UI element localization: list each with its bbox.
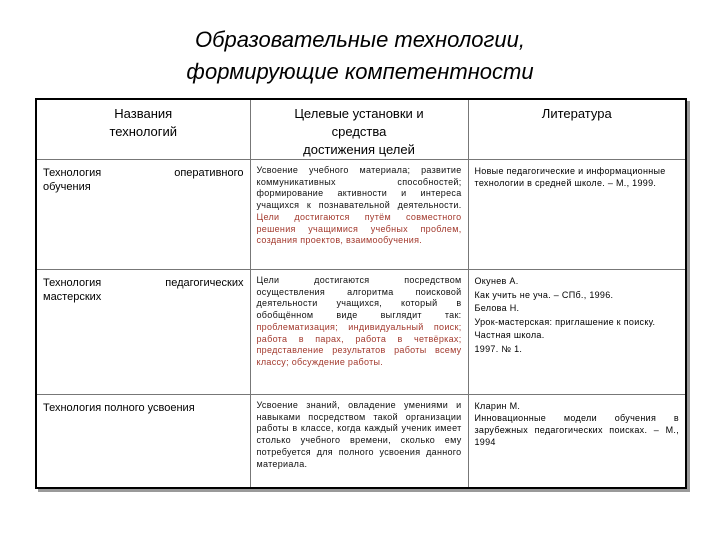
title-line-2: формирующие компетентности bbox=[186, 59, 534, 84]
technology-name-cell bbox=[36, 395, 250, 489]
header-goals-line-2: средства bbox=[331, 124, 387, 139]
goals-cell bbox=[250, 395, 468, 489]
literature-line: 1997. № 1. bbox=[474, 343, 523, 354]
table-header-row bbox=[36, 99, 686, 160]
technology-name-part: оперативного bbox=[174, 167, 244, 179]
technology-name-part: Технология bbox=[43, 277, 102, 289]
technology-name-cell bbox=[36, 270, 250, 395]
literature-line: Белова Н. bbox=[474, 303, 520, 314]
literature-text: Новые педагогические и информационные технологии в средней школе. – М., 1999. bbox=[474, 166, 666, 188]
goals-cell bbox=[250, 160, 468, 270]
table-row bbox=[36, 160, 686, 270]
header-names-line-1: Названия bbox=[114, 106, 173, 121]
goals-cell bbox=[250, 270, 468, 395]
technology-name-part: Технология bbox=[43, 167, 102, 179]
literature-cell bbox=[468, 270, 686, 395]
technology-name-part: мастерских bbox=[43, 291, 102, 303]
technologies-table bbox=[35, 98, 687, 489]
literature-line: Как учить не уча. – СПб., 1996. bbox=[474, 289, 614, 300]
goals-means-text: Цели достигаются путём совместного решения учащимися учебных проблем, создания проектов, взаимообучения. bbox=[256, 211, 462, 246]
technology-name-cell bbox=[36, 160, 250, 270]
table-row bbox=[36, 395, 686, 489]
header-names-line-2: технологий bbox=[109, 124, 178, 139]
header-literature-label: Литература bbox=[541, 106, 612, 121]
table-row bbox=[36, 270, 686, 395]
technology-name: Технология полного усвоения bbox=[43, 402, 195, 414]
technology-name-part: педагогических bbox=[165, 277, 244, 289]
goals-text: Усвоение учебного материала; развитие коммуникативных способностей; формирование активности и интереса учащихся к познавательной деятельности. bbox=[256, 165, 462, 211]
header-goals-line-1: Целевые установки и bbox=[294, 106, 424, 121]
literature-line: Окунев А. bbox=[474, 276, 519, 286]
page-title bbox=[0, 24, 720, 88]
technology-name-part: обучения bbox=[43, 181, 91, 193]
header-literature bbox=[468, 99, 686, 160]
literature-line: Инновационные модели обучения в зарубежных педагогических поисках. – М., 1994 bbox=[474, 413, 679, 447]
goals-text: Усвоение знаний, овладение умениями и навыками посредством такой организации работы в классе, когда каждый ученик имеет столько учебного времени, сколько ему потребуется для полного усвоения данного материала. bbox=[256, 400, 462, 469]
literature-line: Урок-мастерская: приглашение к поиску. Частная школа. bbox=[474, 316, 656, 341]
goals-means-text: проблематизация; индивидуальный поиск; работа в парах, работа в четвёрках; представление результатов работы всему классу; обсуждение работы. bbox=[256, 321, 462, 367]
header-names bbox=[36, 99, 250, 160]
header-goals bbox=[250, 99, 468, 160]
literature-line: Кларин М. bbox=[474, 401, 521, 411]
goals-text: Цели достигаются посредством осуществления алгоритма поисковой деятельности учащихся, который в обобщённом виде выглядит так: bbox=[256, 275, 462, 321]
literature-cell bbox=[468, 160, 686, 270]
literature-cell bbox=[468, 395, 686, 489]
title-line-1: Образовательные технологии, bbox=[195, 27, 525, 52]
header-goals-line-3: достижения целей bbox=[303, 142, 415, 157]
